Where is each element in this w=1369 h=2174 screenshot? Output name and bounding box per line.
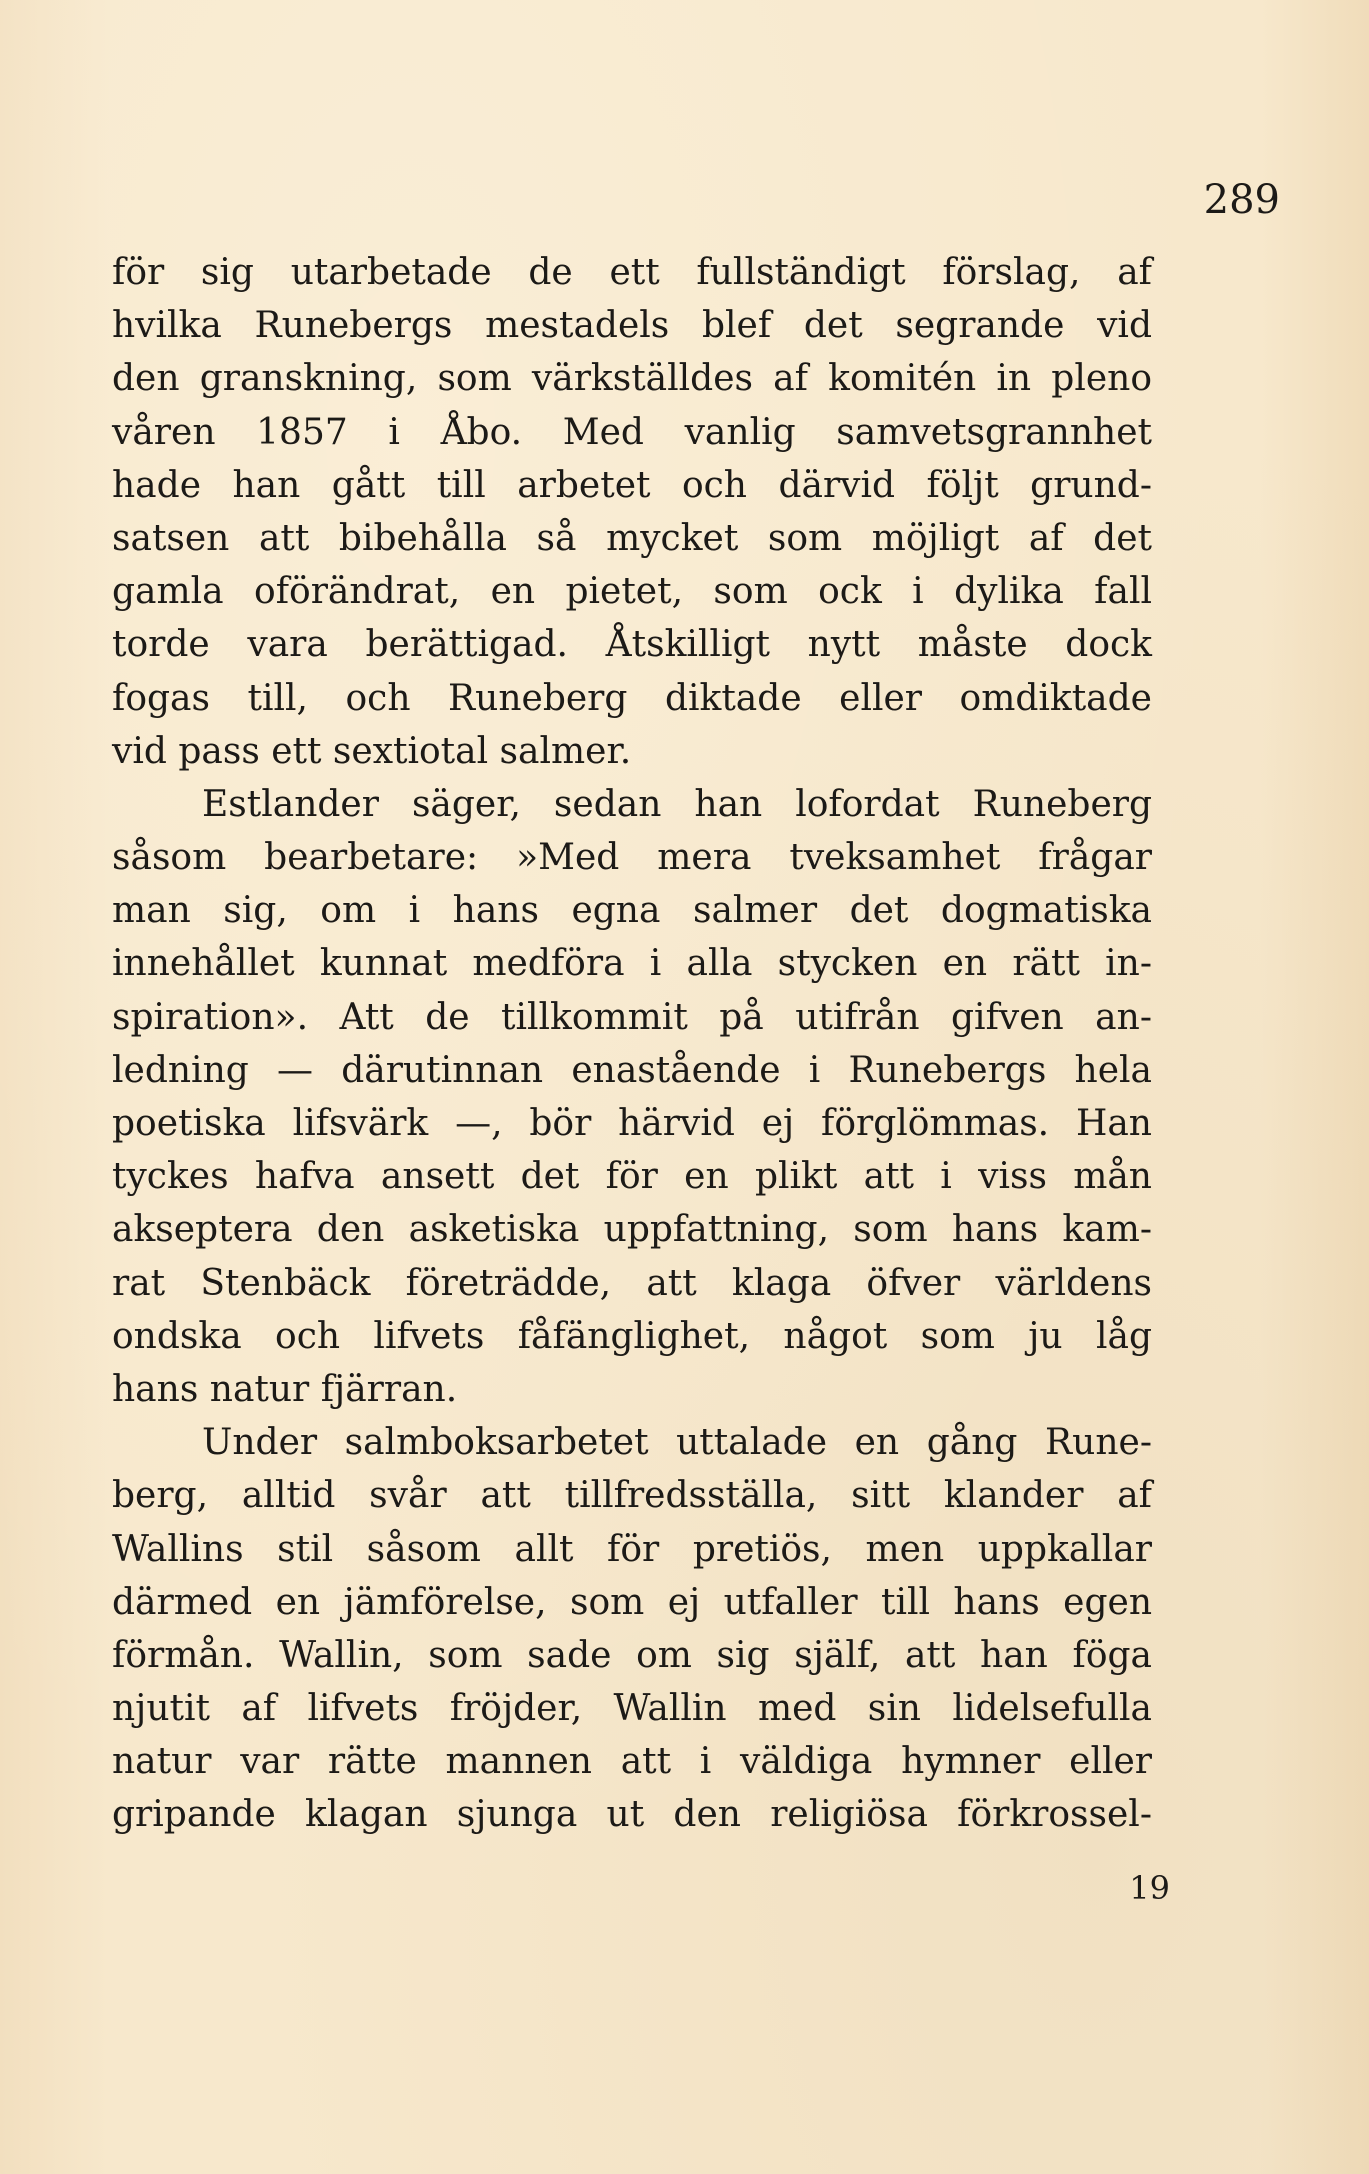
text-line: satsen att bibehålla så mycket som möjligt af det [112,517,1152,559]
signature-mark: 19 [1129,1869,1170,1907]
text-line: ondska och lifvets fåfänglighet, något som ju låg [112,1315,1152,1357]
text-line: gripande klagan sjunga ut den religiösa förkrossel- [112,1794,1152,1836]
text-line: hade han gått till arbetet och därvid följt grund- [112,464,1152,506]
text-line: fogas till, och Runeberg diktade eller omdiktade [112,677,1152,719]
paragraph-start-line: Estlander säger, sedan han lofordat Runeberg [202,783,1152,825]
text-line: akseptera den asketiska uppfattning, som hans kam- [112,1209,1152,1251]
text-line: hvilka Runebergs mestadels blef det segrande vid [112,305,1152,347]
text-line: Wallins stil såsom allt för pretiös, men uppkallar [112,1528,1152,1570]
text-line: torde vara berättigad. Åtskilligt nytt måste dock [112,624,1152,666]
page-number: 289 [1203,177,1280,223]
text-line: natur var rätte mannen att i väldiga hymner eller [112,1741,1152,1783]
body-text [112,246,1152,1842]
text-line: den granskning, som värkställdes af komitén in pleno [112,358,1152,400]
text-line: njutit af lifvets fröjder, Wallin med sin lidelsefulla [112,1688,1152,1730]
text-line: tyckes hafva ansett det för en plikt att i viss mån [112,1156,1152,1198]
text-line: våren 1857 i Åbo. Med vanlig samvetsgrannhet [112,411,1152,453]
text-line: poetiska lifsvärk —, bör härvid ej förglömmas. Han [112,1103,1152,1144]
text-line: ledning — därutinnan enastående i Runebergs hela [112,1049,1152,1091]
text-line: hans natur fjärran. [112,1368,458,1410]
text-line: rat Stenbäck företrädde, att klaga öfver världens [112,1262,1152,1304]
paragraph-start-line: Under salmboksarbetet uttalade en gång Rune- [202,1422,1152,1464]
text-line: innehållet kunnat medföra i alla stycken en rätt in- [112,943,1152,985]
text-line: gamla oförändrat, en pietet, som ock i dylika fall [112,571,1152,613]
text-line: berg, alltid svår att tillfredsställa, sitt klander af [112,1475,1152,1517]
text-line: man sig, om i hans egna salmer det dogmatiska [112,890,1152,932]
text-line: vid pass ett sextiotal salmer. [112,730,632,772]
text-line: därmed en jämförelse, som ej utfaller till hans egen [112,1581,1152,1623]
text-line: för sig utarbetade de ett fullständigt förslag, af [112,252,1152,293]
text-line: spiration». Att de tillkommit på utifrån gifven an- [112,996,1152,1038]
text-line: såsom bearbetare: »Med mera tveksamhet frågar [112,837,1152,879]
text-line: förmån. Wallin, som sade om sig själf, att han föga [112,1634,1152,1676]
